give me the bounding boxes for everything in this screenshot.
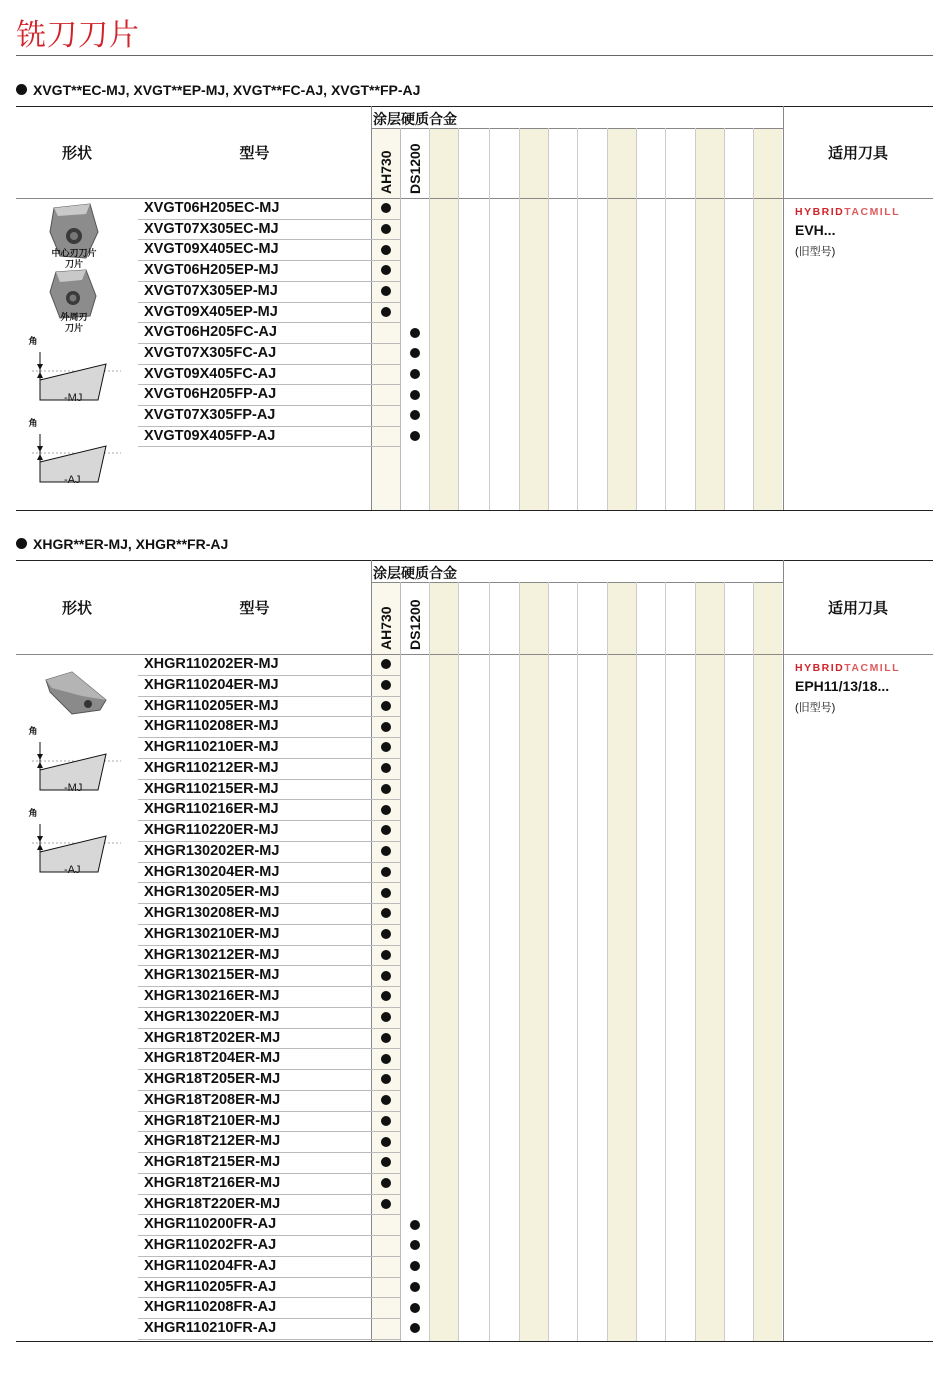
model-cell: XVGT07X305FC-AJ xyxy=(144,344,277,361)
row-divider xyxy=(138,1152,400,1153)
table-top-border xyxy=(16,560,933,561)
model-cell: XHGR18T216ER-MJ xyxy=(144,1174,281,1191)
angle-label-mj: 角 xyxy=(28,336,38,346)
row-divider xyxy=(138,1256,400,1257)
row-divider xyxy=(138,1069,400,1070)
availability-dot-ah730 xyxy=(381,888,391,898)
model-cell: XHGR18T202ER-MJ xyxy=(144,1029,281,1046)
column-divider xyxy=(371,560,372,1341)
title-divider xyxy=(16,55,933,56)
row-divider xyxy=(138,1214,400,1215)
column-divider xyxy=(429,128,430,510)
section-heading-text: XVGT**EC-MJ, XVGT**EP-MJ, XVGT**FC-AJ, XVGT**FP-AJ xyxy=(33,82,421,98)
bullet-icon xyxy=(16,538,27,549)
angle-label-mj: 角 xyxy=(28,726,38,736)
model-cell: XVGT07X305EP-MJ xyxy=(144,282,278,299)
row-divider xyxy=(138,426,400,427)
header-coated-carbide: 涂层硬质合金 xyxy=(373,111,457,127)
old-model-note: (旧型号) xyxy=(795,246,836,258)
model-cell: XHGR110210ER-MJ xyxy=(144,739,279,755)
row-divider xyxy=(138,302,400,303)
model-cell: XHGR130202ER-MJ xyxy=(144,842,280,859)
model-cell: XHGR110212ER-MJ xyxy=(144,759,279,776)
availability-dot-ah730 xyxy=(381,245,391,255)
header-grade-ah730: AH730 xyxy=(378,150,394,194)
old-model-note: (旧型号) xyxy=(795,702,836,714)
brand-text-b: TACMILL xyxy=(844,206,901,218)
model-cell: XVGT09X405EP-MJ xyxy=(144,303,278,320)
model-cell: XVGT09X405FC-AJ xyxy=(144,365,277,382)
model-cell: XHGR110216ER-MJ xyxy=(144,801,279,818)
table-bottom-border xyxy=(16,510,933,511)
model-cell: XHGR110215ER-MJ xyxy=(144,780,279,797)
availability-dot-ds1200 xyxy=(410,431,420,441)
row-divider xyxy=(138,1277,400,1278)
availability-dot-ds1200 xyxy=(410,1220,420,1230)
model-cell: XHGR110204ER-MJ xyxy=(144,676,279,693)
column-stripe xyxy=(519,128,548,510)
header-coated-carbide: 涂层硬质合金 xyxy=(373,565,457,581)
long-edge-insert-image xyxy=(42,670,112,716)
column-divider xyxy=(371,106,372,510)
model-cell: XHGR110205FR-AJ xyxy=(144,1278,277,1295)
model-cell: XHGR110220ER-MJ xyxy=(144,822,279,838)
row-divider xyxy=(138,1173,400,1174)
header-grade-ah730: AH730 xyxy=(378,606,394,650)
row-divider xyxy=(138,924,400,925)
center-insert-label-2: 刀片 xyxy=(64,259,83,269)
availability-dot-ds1200 xyxy=(410,390,420,400)
availability-dot-ds1200 xyxy=(410,369,420,379)
row-divider xyxy=(138,986,400,987)
model-cell: XHGR110200FR-AJ xyxy=(144,1216,277,1233)
model-cell: XHGR110202ER-MJ xyxy=(144,656,279,672)
availability-dot-ah730 xyxy=(381,867,391,877)
row-divider xyxy=(138,1339,400,1340)
column-divider xyxy=(400,128,401,510)
header-shape: 形状 xyxy=(61,600,92,617)
model-cell: XVGT06H205FC-AJ xyxy=(144,324,277,341)
angle-label-aj: 角 xyxy=(28,418,38,428)
model-cell: XHGR130220ER-MJ xyxy=(144,1008,280,1025)
availability-dot-ds1200 xyxy=(410,1240,420,1250)
column-divider xyxy=(607,582,608,1341)
model-cell: XHGR130212ER-MJ xyxy=(144,946,280,963)
column-divider xyxy=(753,128,754,510)
profile-label-aj: -AJ xyxy=(64,864,81,876)
row-divider xyxy=(138,219,400,220)
profile-label-aj: -AJ xyxy=(64,474,81,486)
row-divider xyxy=(138,1194,400,1195)
availability-dot-ah730 xyxy=(381,307,391,317)
availability-dot-ah730 xyxy=(381,722,391,732)
availability-dot-ds1200 xyxy=(410,1261,420,1271)
row-divider xyxy=(138,1297,400,1298)
profile-label-mj: -MJ xyxy=(64,782,83,794)
row-divider xyxy=(138,1007,400,1008)
availability-dot-ds1200 xyxy=(410,410,420,420)
column-stripe xyxy=(753,582,782,1341)
model-cell: XHGR18T204ER-MJ xyxy=(144,1050,281,1067)
row-divider xyxy=(138,965,400,966)
column-stripe xyxy=(429,582,458,1341)
column-stripe xyxy=(429,128,458,510)
model-cell: XHGR110210FR-AJ xyxy=(144,1320,277,1336)
column-divider xyxy=(548,582,549,1341)
column-divider xyxy=(548,128,549,510)
row-divider xyxy=(138,446,400,447)
availability-dot-ds1200 xyxy=(410,1282,420,1292)
row-divider xyxy=(138,779,400,780)
peripheral-insert-label-2: 刀片 xyxy=(64,323,83,333)
model-cell: XHGR18T205ER-MJ xyxy=(144,1071,281,1087)
header-grade-ds1200: DS1200 xyxy=(407,143,423,194)
row-divider xyxy=(138,1318,400,1319)
row-divider xyxy=(138,758,400,759)
row-divider xyxy=(138,281,400,282)
table-xvgt xyxy=(16,106,933,510)
column-divider xyxy=(519,582,520,1341)
row-divider xyxy=(138,675,400,676)
row-divider xyxy=(138,1028,400,1029)
column-divider xyxy=(783,106,784,510)
row-divider xyxy=(138,405,400,406)
availability-dot-ah730 xyxy=(381,784,391,794)
model-cell: XHGR18T208ER-MJ xyxy=(144,1091,281,1108)
table-top-border xyxy=(16,106,933,107)
availability-dot-ah730 xyxy=(381,224,391,234)
column-divider xyxy=(665,582,666,1341)
column-divider xyxy=(458,582,459,1341)
header-applicable-tool: 适用刀具 xyxy=(827,145,888,162)
column-divider xyxy=(783,560,784,1341)
profile-label-mj: -MJ xyxy=(64,392,83,404)
row-divider xyxy=(138,716,400,717)
availability-dot-ah730 xyxy=(381,1116,391,1126)
model-cell: XHGR130216ER-MJ xyxy=(144,988,280,1004)
row-divider xyxy=(138,820,400,821)
column-divider xyxy=(400,582,401,1341)
column-divider xyxy=(489,128,490,510)
model-cell: XHGR18T210ER-MJ xyxy=(144,1112,281,1129)
column-divider xyxy=(577,582,578,1341)
row-divider xyxy=(138,239,400,240)
row-divider xyxy=(138,322,400,323)
availability-dot-ah730 xyxy=(381,1054,391,1064)
page-title: 铣刀刀片 xyxy=(16,18,140,53)
column-divider xyxy=(724,582,725,1341)
bullet-icon xyxy=(16,84,27,95)
model-cell: XHGR110205ER-MJ xyxy=(144,697,279,714)
column-stripe xyxy=(607,128,636,510)
column-divider xyxy=(636,582,637,1341)
section-heading-xhgr xyxy=(16,536,228,552)
header-bottom-border xyxy=(16,654,933,655)
model-cell: XVGT06H205EC-MJ xyxy=(144,200,280,216)
model-cell: XHGR18T212ER-MJ xyxy=(144,1133,281,1150)
model-cell: XHGR130210ER-MJ xyxy=(144,925,280,942)
column-divider xyxy=(458,128,459,510)
column-divider xyxy=(695,582,696,1341)
angle-label-aj: 角 xyxy=(28,808,38,818)
row-divider xyxy=(138,862,400,863)
section-heading-text: XHGR**ER-MJ, XHGR**FR-AJ xyxy=(33,536,229,552)
availability-dot-ah730 xyxy=(381,950,391,960)
brand-text-b: TACMILL xyxy=(844,662,901,674)
availability-dot-ah730 xyxy=(381,1137,391,1147)
column-stripe xyxy=(753,128,782,510)
model-cell: XVGT06H205FP-AJ xyxy=(144,386,277,403)
availability-dot-ah730 xyxy=(381,971,391,981)
brand-text-a: HYBRID xyxy=(795,662,845,674)
model-cell: XHGR130215ER-MJ xyxy=(144,967,280,984)
row-divider xyxy=(138,1048,400,1049)
row-divider xyxy=(138,799,400,800)
peripheral-insert-label: 外周刃 xyxy=(60,312,88,322)
column-divider xyxy=(695,128,696,510)
row-divider xyxy=(138,260,400,261)
availability-dot-ds1200 xyxy=(410,1323,420,1333)
column-divider xyxy=(665,128,666,510)
model-cell: XHGR110208FR-AJ xyxy=(144,1299,277,1316)
column-divider xyxy=(577,128,578,510)
column-stripe xyxy=(695,128,724,510)
column-divider xyxy=(724,128,725,510)
column-divider xyxy=(636,128,637,510)
center-insert-label: 中心刃刀片 xyxy=(51,248,97,258)
column-divider xyxy=(489,582,490,1341)
row-divider xyxy=(138,384,400,385)
model-cell: XVGT09X405EC-MJ xyxy=(144,241,279,258)
model-cell: XVGT07X305FP-AJ xyxy=(144,407,276,423)
header-grade-ds1200: DS1200 xyxy=(407,599,423,650)
model-cell: XHGR18T215ER-MJ xyxy=(144,1154,281,1170)
row-divider xyxy=(138,903,400,904)
table-xhgr xyxy=(16,560,933,1341)
table-bottom-border xyxy=(16,1341,933,1342)
row-divider xyxy=(138,1131,400,1132)
availability-dot-ah730 xyxy=(381,701,391,711)
row-divider xyxy=(138,696,400,697)
availability-dot-ah730 xyxy=(381,1033,391,1043)
row-divider xyxy=(138,882,400,883)
brand-text-a: HYBRID xyxy=(795,206,845,218)
availability-dot-ds1200 xyxy=(410,348,420,358)
model-cell: XHGR110204FR-AJ xyxy=(144,1257,277,1274)
model-cell: XHGR110208ER-MJ xyxy=(144,718,279,735)
model-cell: XHGR110202FR-AJ xyxy=(144,1237,277,1253)
row-divider xyxy=(138,737,400,738)
row-divider xyxy=(138,1235,400,1236)
column-divider xyxy=(519,128,520,510)
column-stripe xyxy=(519,582,548,1341)
column-divider xyxy=(607,128,608,510)
availability-dot-ah730 xyxy=(381,805,391,815)
column-divider xyxy=(429,582,430,1341)
header-bottom-border xyxy=(16,198,933,199)
header-model: 型号 xyxy=(239,600,270,617)
header-shape: 形状 xyxy=(61,145,92,162)
availability-dot-ds1200 xyxy=(410,328,420,338)
brand-logo xyxy=(795,662,900,674)
column-stripe xyxy=(695,582,724,1341)
brand-logo xyxy=(795,206,900,218)
row-divider xyxy=(138,1090,400,1091)
model-cell: XHGR130204ER-MJ xyxy=(144,863,280,880)
section-heading-xvgt xyxy=(16,82,420,98)
applicable-tool-name[interactable]: EPH11/13/18... xyxy=(795,678,890,694)
header-model: 型号 xyxy=(239,145,270,162)
row-divider xyxy=(138,1111,400,1112)
row-divider xyxy=(138,343,400,344)
model-cell: XVGT07X305EC-MJ xyxy=(144,220,279,237)
header-applicable-tool: 适用刀具 xyxy=(827,600,888,617)
availability-dot-ah730 xyxy=(381,1199,391,1209)
model-cell: XHGR130208ER-MJ xyxy=(144,905,280,921)
model-cell: XVGT09X405FP-AJ xyxy=(144,427,276,444)
model-cell: XHGR18T220ER-MJ xyxy=(144,1195,281,1212)
column-divider xyxy=(753,582,754,1341)
applicable-tool-name[interactable]: EVH... xyxy=(795,222,836,238)
row-divider xyxy=(138,945,400,946)
availability-dot-ds1200 xyxy=(410,1303,420,1313)
column-stripe xyxy=(607,582,636,1341)
model-cell: XHGR130205ER-MJ xyxy=(144,884,280,901)
model-cell: XVGT06H205EP-MJ xyxy=(144,262,279,279)
row-divider xyxy=(138,364,400,365)
row-divider xyxy=(138,841,400,842)
